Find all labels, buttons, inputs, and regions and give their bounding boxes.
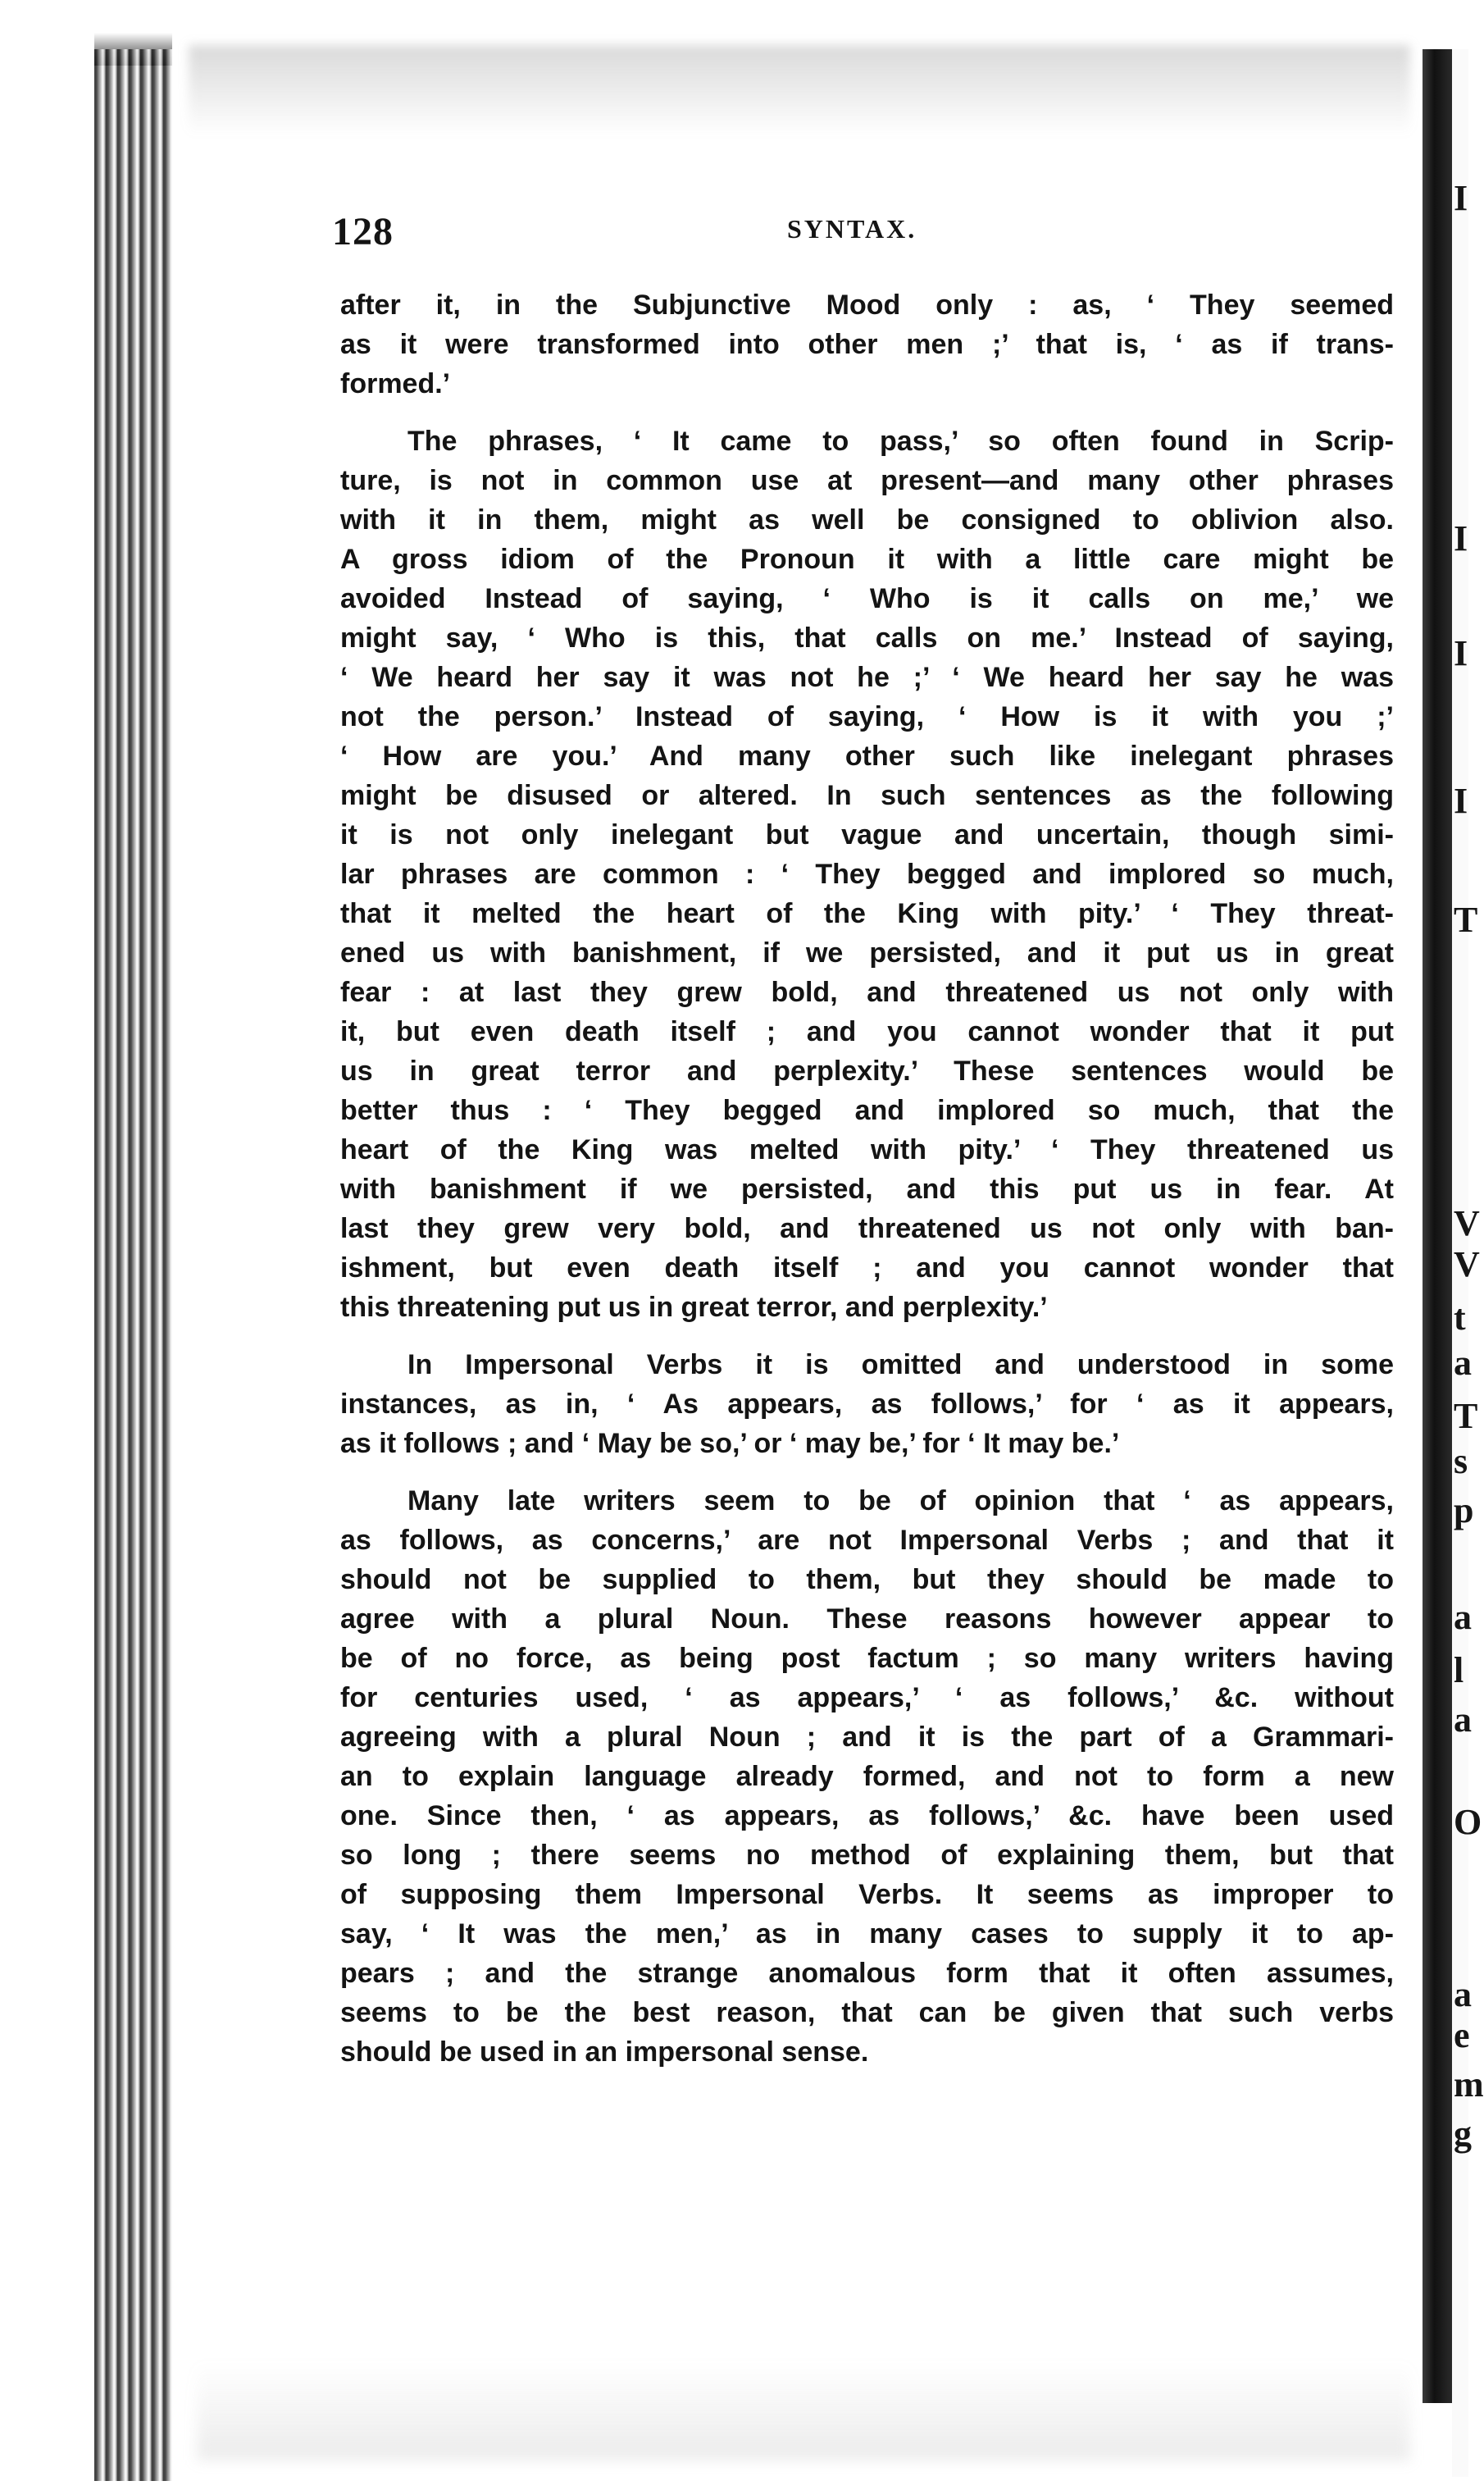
facing-page-letter: g <box>1454 2114 1472 2154</box>
text-line: avoided Instead of saying, ‘ Who is it calls on me,’ we <box>340 583 1394 614</box>
facing-page-letter: I <box>1454 178 1468 218</box>
text-line: might be disused or altered. In such sentences as the following <box>340 780 1394 811</box>
text-line: for centuries used, ‘ as appears,’ ‘ as follows,’ &c. without <box>340 1682 1394 1713</box>
facing-page-letter: T <box>1454 1396 1478 1436</box>
facing-page-letter: p <box>1454 1490 1474 1530</box>
facing-page-letter: a <box>1454 1974 1472 2014</box>
text-line: last they grew very bold, and threatened us not only with ban- <box>340 1213 1394 1244</box>
text-line: it, but even death itself ; and you cannot wonder that it put <box>340 1016 1394 1047</box>
text-line: A gross idiom of the Pronoun it with a little care might be <box>340 544 1394 575</box>
text-line: after it, in the Subjunctive Mood only : as, ‘ They seemed <box>340 290 1394 321</box>
text-line: say, ‘ It was the men,’ as in many cases to supply it to ap- <box>340 1918 1394 1950</box>
facing-page-letter: e <box>1454 2015 1470 2055</box>
facing-page-letter: a <box>1454 1699 1472 1740</box>
text-line: agreeing with a plural Noun ; and it is the part of a Grammari- <box>340 1722 1394 1753</box>
text-line: as follows, as concerns,’ are not Impersonal Verbs ; and that it <box>340 1525 1394 1556</box>
text-line: ‘ How are you.’ And many other such like inelegant phrases <box>340 741 1394 772</box>
paragraph <box>340 422 1394 1327</box>
facing-page-letter: I <box>1454 781 1468 821</box>
text-line: might say, ‘ Who is this, that calls on me.’ Instead of saying, <box>340 622 1394 654</box>
facing-page-fragment <box>1452 49 1484 2477</box>
text-line: an to explain language already formed, and not to form a new <box>340 1761 1394 1792</box>
text-line: us in great terror and perplexity.’ These sentences would be <box>340 1056 1394 1087</box>
facing-page-letter: m <box>1454 2064 1484 2105</box>
scan-smudge-top <box>189 45 1410 135</box>
facing-page-letter: V <box>1454 1244 1480 1284</box>
text-line: be of no force, as being post factum ; so many writers having <box>340 1643 1394 1674</box>
facing-page-letter: l <box>1454 1650 1464 1690</box>
text-line: should be used in an impersonal sense. <box>340 2036 869 2068</box>
text-line: instances, as in, ‘ As appears, as follows,’ for ‘ as it appears, <box>340 1389 1394 1420</box>
text-line: better thus : ‘ They begged and implored so much, that the <box>340 1095 1394 1126</box>
text-line: lar phrases are common : ‘ They begged and implored so much, <box>340 859 1394 890</box>
paragraph <box>340 1481 1394 2072</box>
text-line: Many late writers seem to be of opinion that ‘ as appears, <box>407 1485 1394 1516</box>
text-line: this threatening put us in great terror, and perplexity.’ <box>340 1292 1048 1323</box>
text-line: agree with a plural Noun. These reasons however appear to <box>340 1603 1394 1635</box>
text-line: as it were transformed into other men ;’ that is, ‘ as if trans- <box>340 329 1394 360</box>
text-line: ened us with banishment, if we persisted, and it put us in great <box>340 937 1394 969</box>
body-text <box>340 285 1394 2072</box>
text-line: of supposing them Impersonal Verbs. It seems as improper to <box>340 1879 1394 1910</box>
text-line: ‘ We heard her say it was not he ;’ ‘ We heard her say he was <box>340 662 1394 693</box>
facing-page-letter: a <box>1454 1597 1472 1637</box>
text-line: seems to be the best reason, that can be given that such verbs <box>340 1997 1394 2028</box>
text-line: so long ; there seems no method of explaining them, but that <box>340 1840 1394 1871</box>
facing-page-letter: I <box>1454 518 1468 559</box>
text-line: as it follows ; and ‘ May be so,’ or ‘ may be,’ for ‘ It may be.’ <box>340 1428 1120 1459</box>
text-line: In Impersonal Verbs it is omitted and understood in some <box>407 1349 1394 1380</box>
facing-page-letter: T <box>1454 900 1478 940</box>
page-edge-right <box>1423 49 1452 2403</box>
text-line: one. Since then, ‘ as appears, as follows,’ &c. have been used <box>340 1800 1394 1831</box>
text-line: with banishment if we persisted, and this put us in fear. At <box>340 1174 1394 1205</box>
text-line: The phrases, ‘ It came to pass,’ so often found in Scrip- <box>407 426 1394 457</box>
text-line: heart of the King was melted with pity.’ ‘ They threatened us <box>340 1134 1394 1165</box>
running-head: SYNTAX. <box>787 214 917 244</box>
page-number: 128 <box>332 210 394 253</box>
facing-page-letter: V <box>1454 1203 1480 1243</box>
paragraph <box>340 1345 1394 1463</box>
paragraph <box>340 285 1394 404</box>
text-line: formed.’ <box>340 368 451 399</box>
page-header <box>332 209 1390 258</box>
facing-page-letter: t <box>1454 1297 1466 1338</box>
text-line: pears ; and the strange anomalous form that it often assumes, <box>340 1958 1394 1989</box>
text-line: with it in them, might as well be consigned to oblivion also. <box>340 504 1394 536</box>
scan-smudge-bottom <box>197 2362 1410 2460</box>
facing-page-letter: a <box>1454 1343 1472 1383</box>
text-line: ture, is not in common use at present—and many other phrases <box>340 465 1394 496</box>
text-line: it is not only inelegant but vague and uncertain, though simi- <box>340 819 1394 851</box>
text-line: not the person.’ Instead of saying, ‘ How is it with you ;’ <box>340 701 1394 732</box>
facing-page-letter: s <box>1454 1441 1468 1481</box>
text-line: fear : at last they grew bold, and threatened us not only with <box>340 977 1394 1008</box>
facing-page-letter: I <box>1454 633 1468 673</box>
facing-page-letter: O <box>1454 1802 1482 1842</box>
text-line: ishment, but even death itself ; and you cannot wonder that <box>340 1252 1394 1284</box>
text-line: should not be supplied to them, but they should be made to <box>340 1564 1394 1595</box>
book-binding-edge <box>94 49 172 2481</box>
text-line: that it melted the heart of the King with pity.’ ‘ They threat- <box>340 898 1394 929</box>
